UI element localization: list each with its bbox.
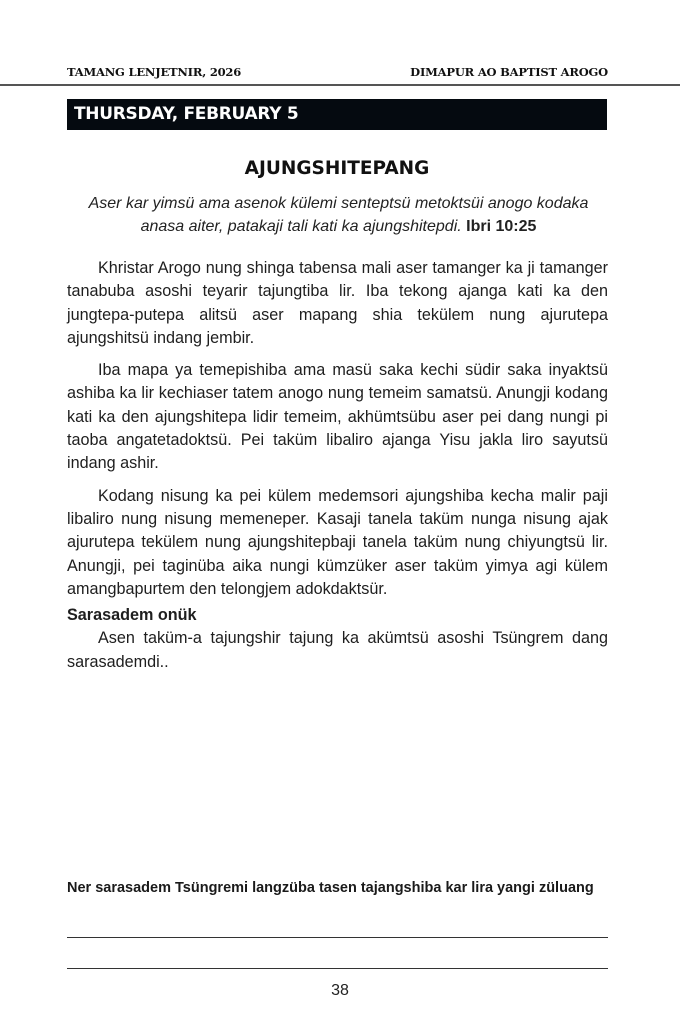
verse-text: Aser kar yimsü ama asenok külemi senteptsü metoktsüi anogo kodaka anasa aiter, patakaji tali kati ka ajungshitepdi.: [88, 195, 589, 235]
paragraph: Iba mapa ya temepishiba ama masü saka kechi südir saka inyaktsü ashiba ka lir kechiaser tatem anogo nung temeim samatsü. Anungji kodang kati ka den ajungshitepa lidir temeim, akhümtsübu aser pei dang nungi pi taoba angatetadoktsü. Pei taküm libaliro ajanga Yisu jakla liro sayutsü indang ashir.: [67, 361, 608, 473]
writing-line: [67, 937, 608, 938]
key-verse: [67, 192, 610, 238]
devotion-title: AJUNGSHITEPANG: [244, 158, 430, 179]
paragraph: Kodang nisung ka pei külem medemsori ajungshiba kecha malir paji libaliro nung nisung memeneper. Kasaji tanela taküm nunga nisung ajak ajurutepa tekülem nung ajungshitepbaji tanela taküm nung chiyungtsü lir. Anungji, pei taginüba aika nungi kümzüker aser taküm yimya agi külem amangbapurtem den telongjem adokdaktsür.: [67, 486, 608, 598]
header-divider: [0, 84, 680, 86]
header-left: TAMANG LENJETNIR, 2026: [67, 65, 242, 79]
page-number: 38: [331, 982, 349, 999]
verse-reference: Ibri 10:25: [466, 218, 537, 235]
prayer-text: Asen taküm-a tajungshir tajung ka akümtsü asoshi Tsüngrem dang sarasademdi..: [67, 629, 608, 671]
devotion-body: [67, 257, 608, 683]
running-header: [67, 62, 608, 82]
writing-line: [67, 968, 608, 969]
header-right: DIMAPUR AO BAPTIST AROGO: [410, 65, 608, 79]
reflection-prompt: Ner sarasadem Tsüngremi langzüba tasen tajangshiba kar lira yangi züluang: [67, 880, 594, 896]
prayer-heading: Sarasadem onük: [67, 606, 197, 625]
paragraph: Khristar Arogo nung shinga tabensa mali aser tamanger ka ji tamanger tanabuba asoshi teyarir tajungtiba lir. Iba tekong ajanga kati ka den jungtepa-putepa alitsü aser mapang shia tekülem nung ajurutepa ajungshitsü indang jembir.: [67, 259, 608, 347]
date-banner: THURSDAY, FEBRUARY 5: [67, 99, 607, 130]
